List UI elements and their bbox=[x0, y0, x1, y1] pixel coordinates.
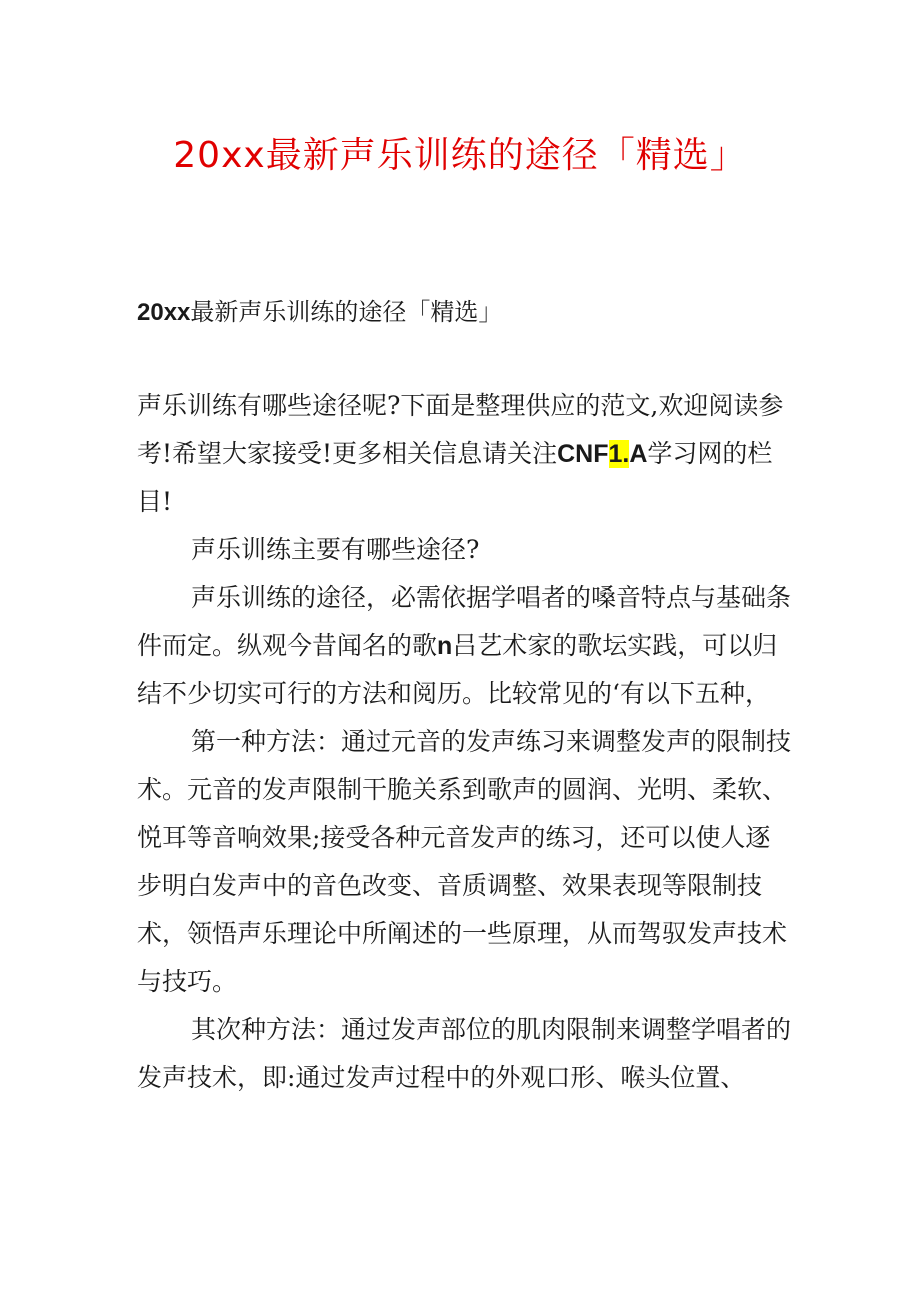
intro-text: 声乐训练有哪些途径呢?下面是整理供应的范文,欢迎阅读参考!希望大家接受!更多相关信息请关注 bbox=[137, 391, 784, 468]
method-one-paragraph: 第一种方法：通过元音的发声练习来调整发声的限制技术。元音的发声限制干脆关系到歌声的圆润、光明、柔软、悦耳等音响效果;接受各种元音发声的练习，还可以使人逐步明白发声中的音色改变、音质调整、效果表现等限制技术，领悟声乐理论中所阐述的一些原理，从而驾驭发声技术与技巧。 bbox=[137, 727, 792, 996]
brand-name-part1: CNF bbox=[557, 440, 609, 468]
question-paragraph: 声乐训练主要有哪些途径? bbox=[191, 535, 480, 564]
intro-text-end: 学习网的栏目! bbox=[137, 439, 773, 516]
method-two-paragraph: 其次种方法：通过发声部位的肌肉限制来调整学唱者的发声技术，即:通过发声过程中的外观口形、喉头位置、 bbox=[137, 1015, 792, 1092]
document-title: 20xx最新声乐训练的途径「精选」 bbox=[173, 135, 747, 176]
document-subtitle bbox=[137, 292, 502, 333]
brand-name-highlight: 1. bbox=[608, 440, 630, 468]
approach-paragraph bbox=[137, 574, 793, 718]
subtitle-year: 20xx bbox=[137, 299, 191, 326]
approach-text-cont: 吕艺术家的歌坛实践，可以归结不少切实可行的方法和阅历。比较常见的‘有以下五种， bbox=[137, 631, 778, 708]
brand-name-part2: A bbox=[629, 440, 648, 468]
document-body bbox=[137, 382, 793, 1102]
approach-glyph: n bbox=[437, 632, 453, 660]
approach-text: 声乐训练的途径，必需依据学唱者的嗓音特点与基础条件而定。纵观今昔闻名的歌 bbox=[137, 583, 792, 660]
intro-paragraph bbox=[137, 382, 793, 526]
subtitle-text: 最新声乐训练的途径「精选」 bbox=[190, 298, 503, 326]
